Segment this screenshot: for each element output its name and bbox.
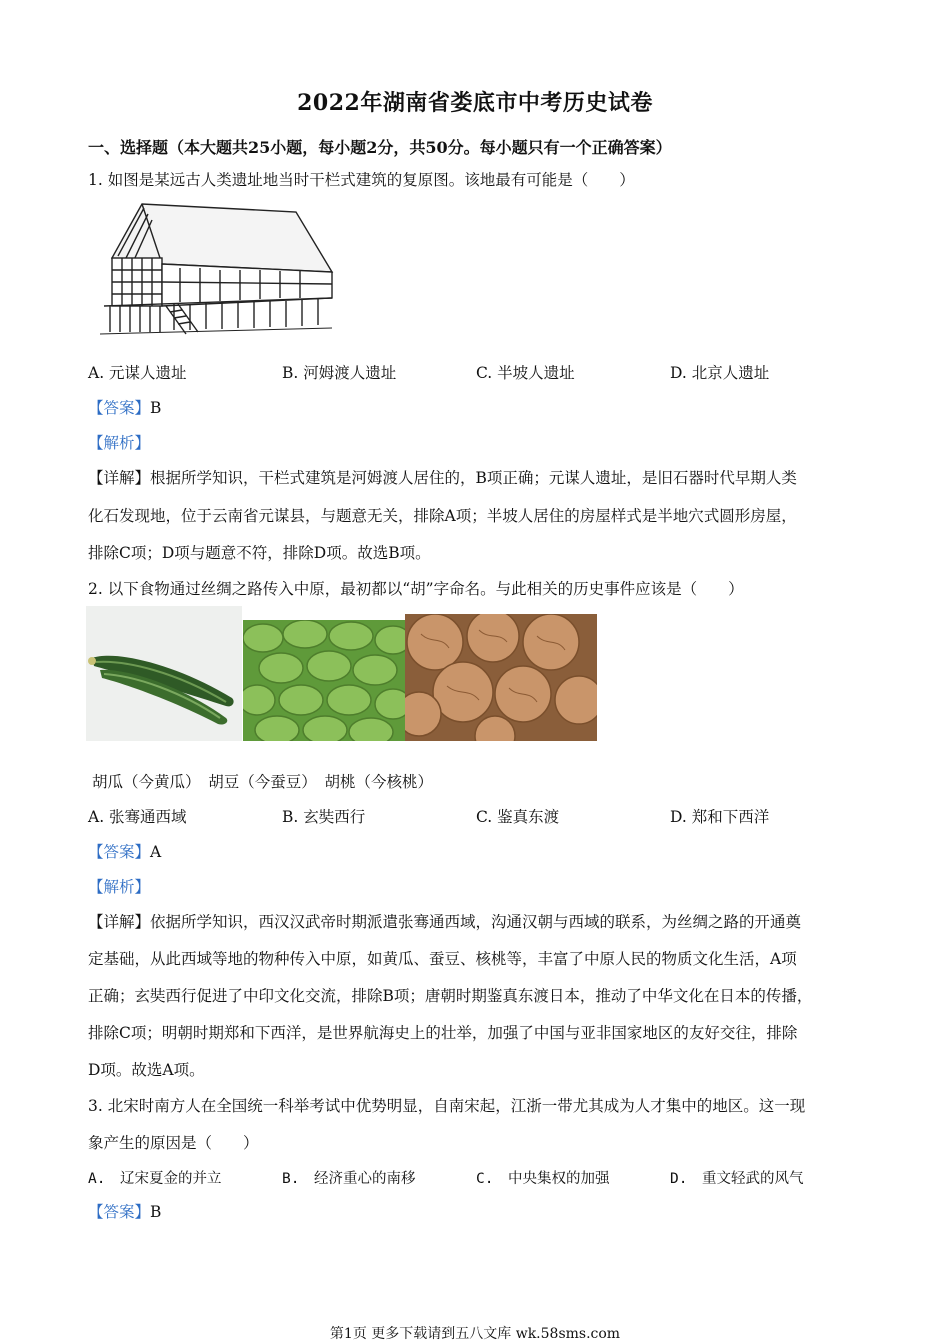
walnut-drawing [405,614,597,741]
walnut-image [405,614,597,741]
cucumber-drawing [86,606,242,741]
answer-value: B [150,1203,162,1221]
q2-detail-line-5: D项。故选A项。 [88,1061,205,1079]
q2-detail-line-3: 正确；玄奘西行促进了中印文化交流，排除B项；唐朝时期鉴真东渡日本，推动了中华文化在日本的传播， [88,987,813,1005]
stilt-house-drawing [100,198,336,338]
q2-option-d: D. 郑和下西洋 [670,808,770,826]
q3-option-c: C. 中央集权的加强 [476,1171,610,1187]
q2-detail-line-2: 定基础，从此西域等地的物种传入中原，如黄瓜、蚕豆、核桃等，丰富了中原人民的物质文化生活，A项 [88,950,797,968]
q3-option-b: B. 经济重心的南移 [282,1171,416,1187]
detail-label: 【详解】 [88,913,151,931]
q3-stem-line-1: 3. 北宋时南方人在全国统一科举考试中优势明显，自南宋起，江浙一带尤其成为人才集中的地区。这一现 [88,1097,806,1115]
q2-analysis-label: 【解析】 [88,878,151,896]
broad-bean-image [243,620,405,741]
q1-stem: 1. 如图是某远古人类遗址地当时干栏式建筑的复原图。该地最有可能是（ ） [88,171,635,189]
section-heading: 一、选择题（本大题共25小题，每小题2分，共50分。每小题只有一个正确答案） [88,138,672,157]
q2-stem: 2. 以下食物通过丝绸之路传入中原，最初都以“胡”字命名。与此相关的历史事件应该是（ ） [88,580,744,598]
broad-bean-drawing [243,620,405,741]
q1-detail-line-2: 化石发现地，位于云南省元谋县，与题意无关，排除A项；半坡人居住的房屋样式是半地穴式圆形房屋， [88,507,797,525]
q2-option-c: C. 鉴真东渡 [476,808,560,826]
detail-text: 根据所学知识，干栏式建筑是河姆渡人居住的，B项正确；元谋人遗址，是旧石器时代早期人类 [150,469,797,487]
q2-image-caption: 胡瓜（今黄瓜） 胡豆（今蚕豆） 胡桃（今核桃） [92,773,434,791]
answer-value: A [150,843,162,861]
detail-label: 【详解】 [88,469,151,487]
q1-detail-line-1 [88,466,797,488]
q3-answer [88,1200,161,1222]
answer-label: 【答案】 [88,1203,151,1221]
q2-detail-line-4: 排除C项；明朝时期郑和下西洋，是世界航海史上的壮举，加强了中国与亚非国家地区的友好交往，排除 [88,1024,798,1042]
q2-option-b: B. 玄奘西行 [282,808,366,826]
answer-value: B [150,399,162,417]
q3-option-d: D. 重文轻武的风气 [670,1171,804,1187]
q1-detail-line-3: 排除C项；D项与题意不符，排除D项。故选B项。 [88,544,431,562]
page-footer: 第1页 更多下载请到五八文库 wk.58sms.com [329,1326,621,1342]
detail-text: 依据所学知识，西汉汉武帝时期派遣张骞通西域，沟通汉朝与西域的联系，为丝绸之路的开通奠 [150,913,802,931]
q3-stem-line-2: 象产生的原因是（ ） [88,1134,259,1152]
answer-label: 【答案】 [88,843,151,861]
q1-analysis-label: 【解析】 [88,434,151,452]
q1-option-b: B. 河姆渡人遗址 [282,364,397,382]
stilt-house-image [100,198,336,338]
q2-answer [88,840,161,862]
q1-answer [88,396,161,418]
q1-option-a: A. 元谋人遗址 [88,364,187,382]
page-title: 2022年湖南省娄底市中考历史试卷 [297,90,653,116]
q2-option-a: A. 张骞通西域 [88,808,187,826]
q2-detail-line-1 [88,910,801,932]
cucumber-image [86,606,242,741]
q1-option-d: D. 北京人遗址 [670,364,770,382]
q3-option-a: A. 辽宋夏金的并立 [88,1171,222,1187]
answer-label: 【答案】 [88,399,151,417]
q1-option-c: C. 半坡人遗址 [476,364,575,382]
